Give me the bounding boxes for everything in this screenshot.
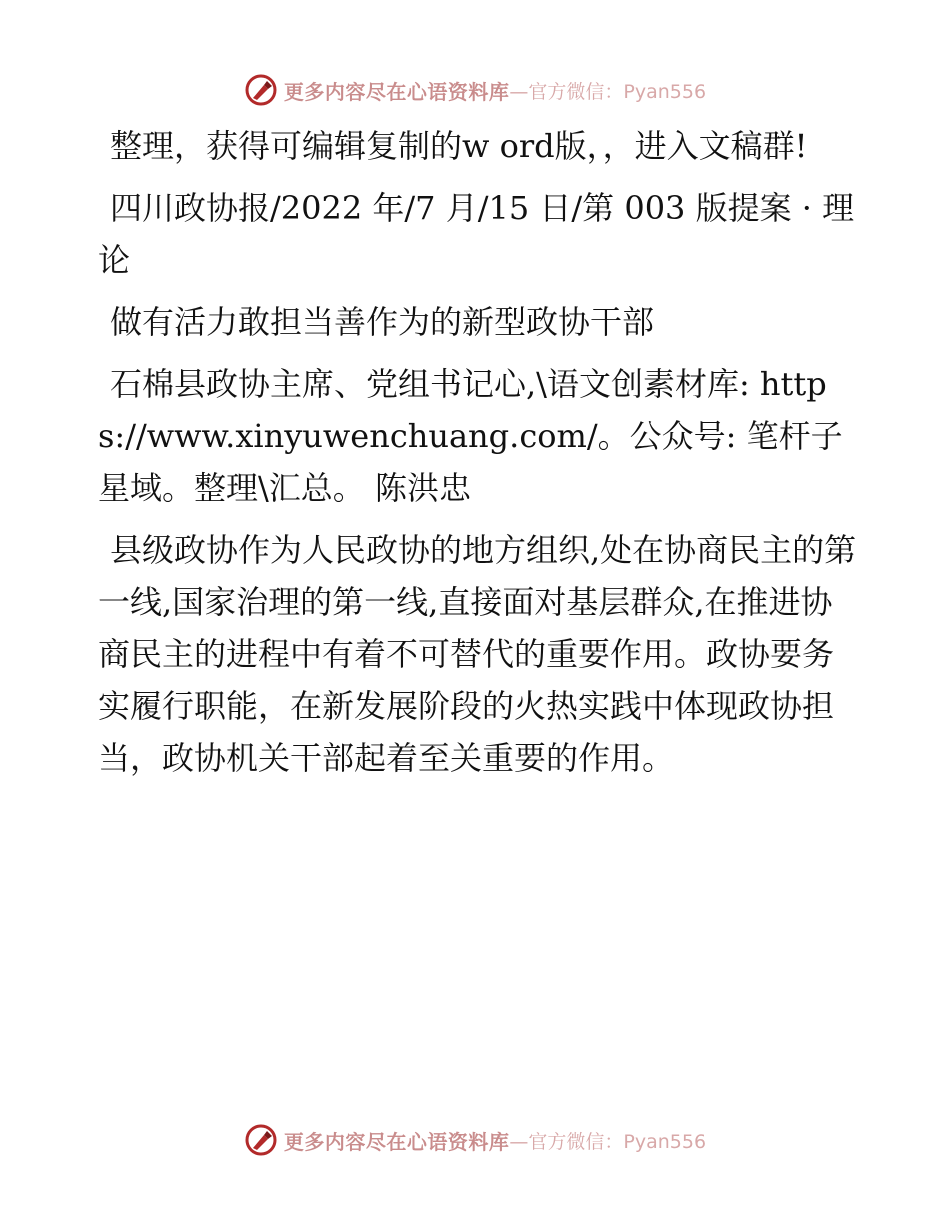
article-title: 做有活力敢担当善作为的新型政协干部 (110, 303, 655, 341)
footer-banner-wechat: —官方微信：Pyan556 (509, 1130, 707, 1153)
header-banner-wechat: —官方微信：Pyan556 (509, 80, 707, 103)
footer-banner-text: 更多内容尽在心语资料库 (283, 1129, 510, 1154)
pen-logo-icon (244, 73, 278, 107)
header-banner (0, 70, 950, 110)
author-line: 石棉县政协主席、党组书记心,\语文创素材库: https://www.xinyuwenchuang.com/。公众号: 笔杆子星域。整理\汇总。 陈洪忠 (98, 365, 843, 507)
body-paragraph: 县级政协作为人民政协的地方组织,处在协商民主的第一线,国家治理的第一线,直接面对基层群众,在推进协商民主的进程中有着不可替代的重要作用。政协要务实履行职能，在新发展阶段的火热实践中体现政协担当，政协机关干部起着至关重要的作用。 (98, 531, 857, 777)
document-body (98, 120, 858, 784)
pen-logo-icon (244, 1123, 278, 1157)
intro-paragraph: 整理，获得可编辑复制的w ord版，，进入文稿群! (110, 127, 808, 165)
footer-banner (0, 1120, 950, 1160)
source-line: 四川政协报/2022 年/7 月/15 日/第 003 版提案 · 理论 (98, 189, 855, 279)
header-banner-text: 更多内容尽在心语资料库 (283, 79, 510, 104)
